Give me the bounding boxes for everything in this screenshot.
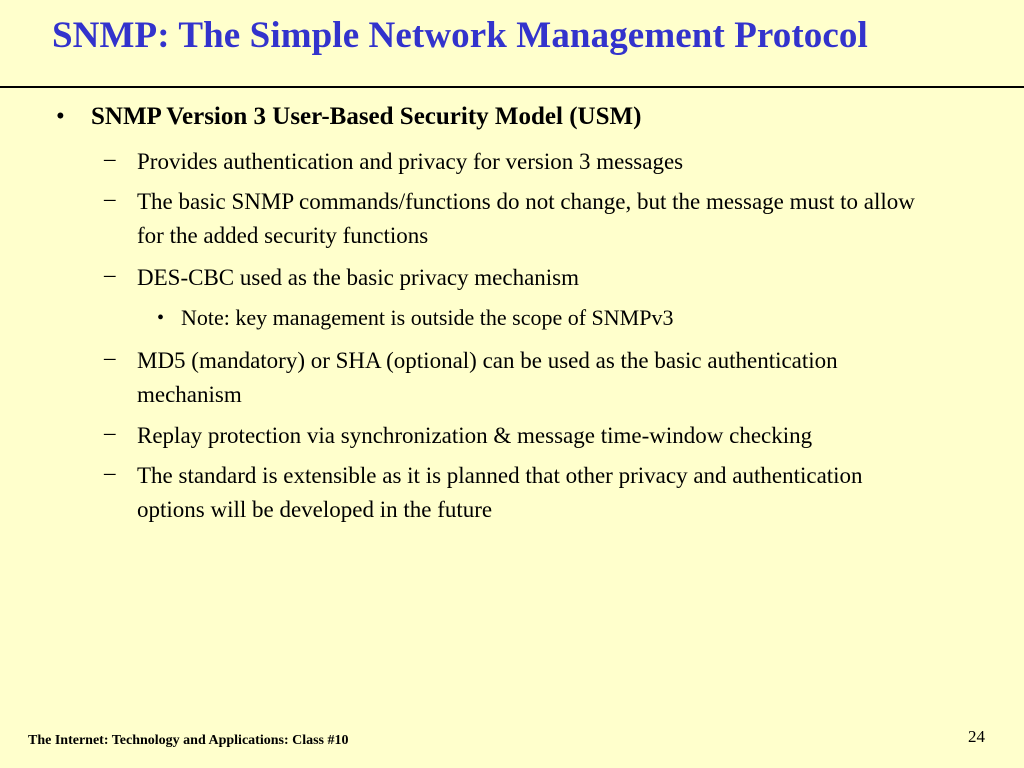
sub-bullet-4: MD5 (mandatory) or SHA (optional) can be used as the basic authentication mechanism bbox=[137, 348, 838, 407]
title-divider bbox=[0, 86, 1024, 88]
note-bullet: Note: key management is outside the scope of SNMPv3 bbox=[181, 305, 674, 330]
sub-bullet-5: Replay protection via synchronization & message time-window checking bbox=[137, 423, 813, 448]
dash-marker: – bbox=[104, 420, 116, 445]
sub-bullet-3: DES-CBC used as the basic privacy mechanism bbox=[137, 265, 580, 290]
page-number: 24 bbox=[968, 727, 985, 746]
dash-marker: – bbox=[104, 146, 116, 171]
sub-bullet-6: The standard is extensible as it is planned that other privacy and authentication options will be developed in the future bbox=[137, 463, 863, 522]
dash-marker: – bbox=[104, 460, 116, 485]
sub-bullet-1: Provides authentication and privacy for version 3 messages bbox=[137, 149, 684, 174]
dash-marker: – bbox=[104, 186, 116, 211]
slide-title: SNMP: The Simple Network Management Protocol bbox=[52, 15, 868, 56]
main-bullet: SNMP Version 3 User-Based Security Model (USM) bbox=[91, 103, 642, 130]
sub-bullet-2: The basic SNMP commands/functions do not change, but the message must to allow for the added security functions bbox=[137, 189, 915, 248]
bullet-marker: • bbox=[56, 103, 65, 130]
note-bullet-marker: • bbox=[157, 307, 165, 329]
slide-footer: The Internet: Technology and Applications: Class #10 bbox=[28, 733, 349, 748]
dash-marker: – bbox=[104, 345, 116, 370]
dash-marker: – bbox=[104, 262, 116, 287]
